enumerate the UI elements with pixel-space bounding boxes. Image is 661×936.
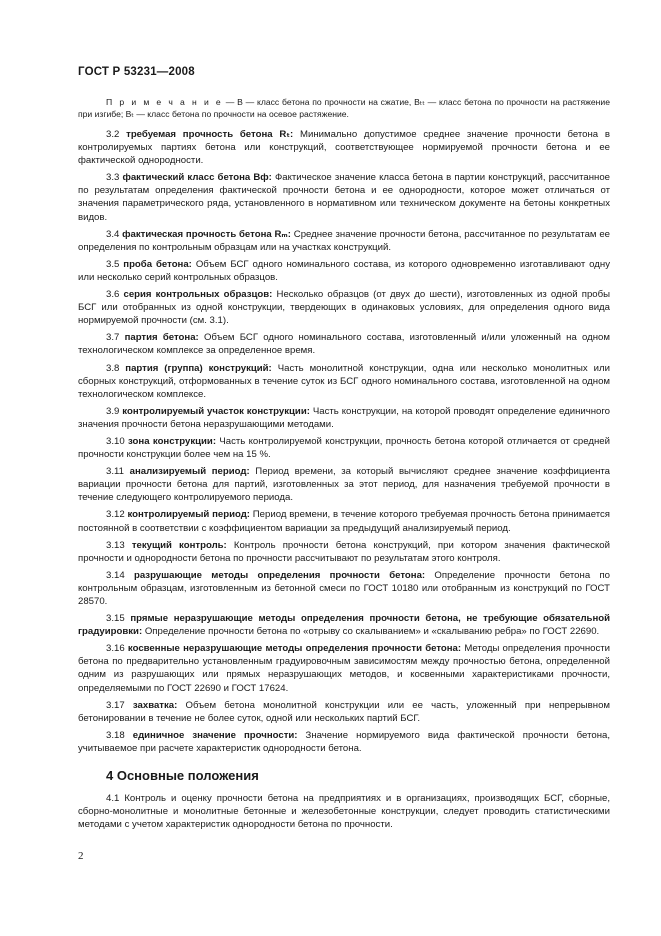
definition-item	[78, 729, 610, 755]
definition-text: Определение прочности бетона по «отрыву со скалыванием» и «скалыванию ребра» по ГОСТ 22690.	[142, 626, 600, 638]
definition-number: 3.5	[106, 258, 120, 270]
definition-term: контролируемый участок конструкции:	[122, 405, 310, 417]
definition-item	[78, 171, 610, 223]
document-body	[78, 96, 610, 835]
definition-text: Контроль прочности бетона конструкций, при котором значения фактической прочности и однородности бетона по прочности рассчитывают по результатам этого контроля.	[78, 539, 610, 564]
definition-term: захватка:	[132, 699, 178, 711]
definition-number: 3.18	[106, 729, 125, 741]
definition-term: косвенные неразрушающие методы определения прочности бетона:	[127, 643, 462, 655]
definition-number: 3.11	[106, 466, 124, 478]
paragraph-4-1	[78, 792, 610, 831]
definition-term: текущий контроль:	[131, 539, 227, 551]
definition-text: Часть конструкции, на которой проводят определение единичного значения прочности бетона неразрушающими методами.	[78, 405, 610, 430]
definition-text: Минимально допустимое среднее значение прочности бетона в контролируемых партиях бетона или конструкций, соответствующее нормируемой прочности бетона и ее фактической однородности.	[78, 129, 611, 167]
definition-item	[78, 362, 610, 401]
definition-number: 3.13	[106, 539, 125, 551]
definition-text: Несколько образцов (от двух до шести), изготовленных из одной пробы БСГ или отобранных из одной конструкции, твердеющих в одинаковых условиях, для определения одного вида нормируемой прочности (см. 3.1).	[78, 289, 610, 327]
definition-text: Значение нормируемого вида фактической прочности бетона, учитываемое при расчете характеристик однородности бетона.	[78, 729, 610, 754]
definition-text: Период времени, за который вычисляют среднее значение коэффициента вариации прочности бетона для партий, изготовленных за этот период, для назначения требуемой прочности в течение следующего контролируемого периода.	[78, 466, 610, 504]
definition-term: партия (группа) конструкций:	[125, 362, 272, 374]
definition-item	[78, 539, 610, 565]
definition-term: фактическая прочность бетона Rₘ:	[122, 228, 291, 240]
definition-number: 3.17	[106, 699, 125, 711]
definition-number: 3.9	[106, 405, 120, 417]
definition-item	[78, 258, 610, 284]
definition-item	[78, 699, 610, 725]
definition-item	[78, 569, 610, 608]
note-paragraph	[78, 96, 610, 120]
definition-number: 3.6	[106, 289, 120, 301]
note-label: П р и м е ч а н и е	[106, 97, 223, 107]
definition-text: Фактическое значение класса бетона в партии конструкций, рассчитанное по результатам определения фактической прочности бетона и ее однородности, которое может отличаться от значения параметрического ряда, установленного в нормативном или техническом документе на бетоны конкретных видов.	[78, 172, 610, 223]
definition-number: 3.10	[106, 435, 125, 447]
definition-term: единичное значение прочности:	[132, 729, 298, 741]
definition-term: разрушающие методы определения прочности бетона:	[133, 569, 426, 581]
definitions-list	[78, 128, 610, 755]
definition-text: Объем бетона монолитной конструкции или ее часть, уложенный при непрерывном бетонировании в течение не более суток, одной или нескольких партий БСГ.	[78, 699, 611, 724]
definition-number: 3.12	[106, 509, 125, 521]
definition-text: Часть монолитной конструкции, одна или несколько монолитных или сборных конструкций, отформованных в течение суток из БСГ одного номинального состава, изготовленной на одном технологическом комплексе.	[78, 362, 610, 400]
definition-item	[78, 405, 610, 431]
definition-number: 3.16	[106, 643, 125, 655]
definition-term: фактический класс бетона Bф:	[122, 172, 272, 184]
definition-term: анализируемый период:	[129, 466, 250, 478]
definition-term: зона конструкции:	[128, 435, 217, 447]
paragraph-4-1-text: Контроль и оценку прочности бетона на предприятиях и в организациях, производящих БСГ, сборные, сборно-монолитные и монолитные бетонные и железобетонные конструкции, следует проводить статистическими методами с учетом характеристик однородности бетона по прочности.	[78, 793, 610, 831]
definition-term: партия бетона:	[124, 332, 199, 344]
definition-item	[78, 612, 610, 638]
definition-number: 3.15	[106, 613, 125, 625]
page-number: 2	[78, 850, 84, 862]
definition-number: 3.8	[106, 362, 120, 374]
definition-item	[78, 128, 610, 167]
definition-number: 3.7	[106, 332, 120, 344]
definition-number: 3.2	[106, 129, 120, 140]
section-4-title: 4 Основные положения	[106, 768, 259, 784]
definition-text: Объем БСГ одного номинального состава, из которого одновременно изготавливают одну или несколько серий контрольных образцов.	[78, 258, 610, 283]
paragraph-4-1-number: 4.1	[106, 793, 120, 805]
definition-item	[78, 508, 610, 534]
definition-number: 3.3	[106, 172, 120, 184]
definition-term: серия контрольных образцов:	[123, 289, 273, 301]
definition-text: Объем БСГ одного номинального состава, изготовленный и/или уложенный на одном технологическом комплексе за определенное время.	[78, 332, 610, 357]
definition-text: Определение прочности бетона по контрольным образцам, изготовленным из бетонной смеси по ГОСТ 10180 или отобранным из конструкций по ГОСТ 28570.	[78, 569, 610, 607]
definition-term: контролируемый период:	[127, 509, 250, 521]
definition-text: Часть контролируемой конструкции, прочность бетона которой отличается от средней прочности конструкции более чем на 15 %.	[78, 435, 610, 461]
definition-item	[78, 465, 610, 504]
definition-item	[78, 435, 610, 461]
definition-item	[78, 288, 610, 327]
definition-text: Среднее значение прочности бетона, рассчитанное по результатам ее определения по контрольным образцам или на участках конструкций.	[78, 228, 610, 253]
document-header: ГОСТ Р 53231—2008	[78, 66, 195, 78]
definition-term: требуемая прочность бетона Rₜ:	[126, 129, 294, 140]
definition-term: прямые неразрушающие методы определения прочности бетона, не требующие обязательной градуировки:	[78, 613, 610, 638]
definition-item	[78, 228, 610, 254]
definition-text: Методы определения прочности бетона по предварительно установленным градуировочным зависимостям между прочностью бетона, определенной одним из разрушающих или прямых неразрушающих методов, и косвенными характеристиками прочности, определяемыми по ГОСТ 22690 и ГОСТ 17624.	[78, 643, 611, 694]
note-text: — В — класс бетона по прочности на сжатие, Вₜₜ — класс бетона по прочности на растяжение при изгибе; Bₜ — класс бетона по прочности на осевое растяжение.	[78, 97, 610, 119]
definition-number: 3.4	[106, 228, 120, 240]
definition-number: 3.14	[106, 569, 125, 581]
definition-item	[78, 331, 610, 357]
definition-text: Период времени, в течение которого требуемая прочность бетона принимается постоянной в соответствии с коэффициентом вариации за предыдущий анализируемый период.	[78, 509, 610, 534]
definition-item	[78, 642, 610, 694]
definition-term: проба бетона:	[123, 258, 192, 270]
